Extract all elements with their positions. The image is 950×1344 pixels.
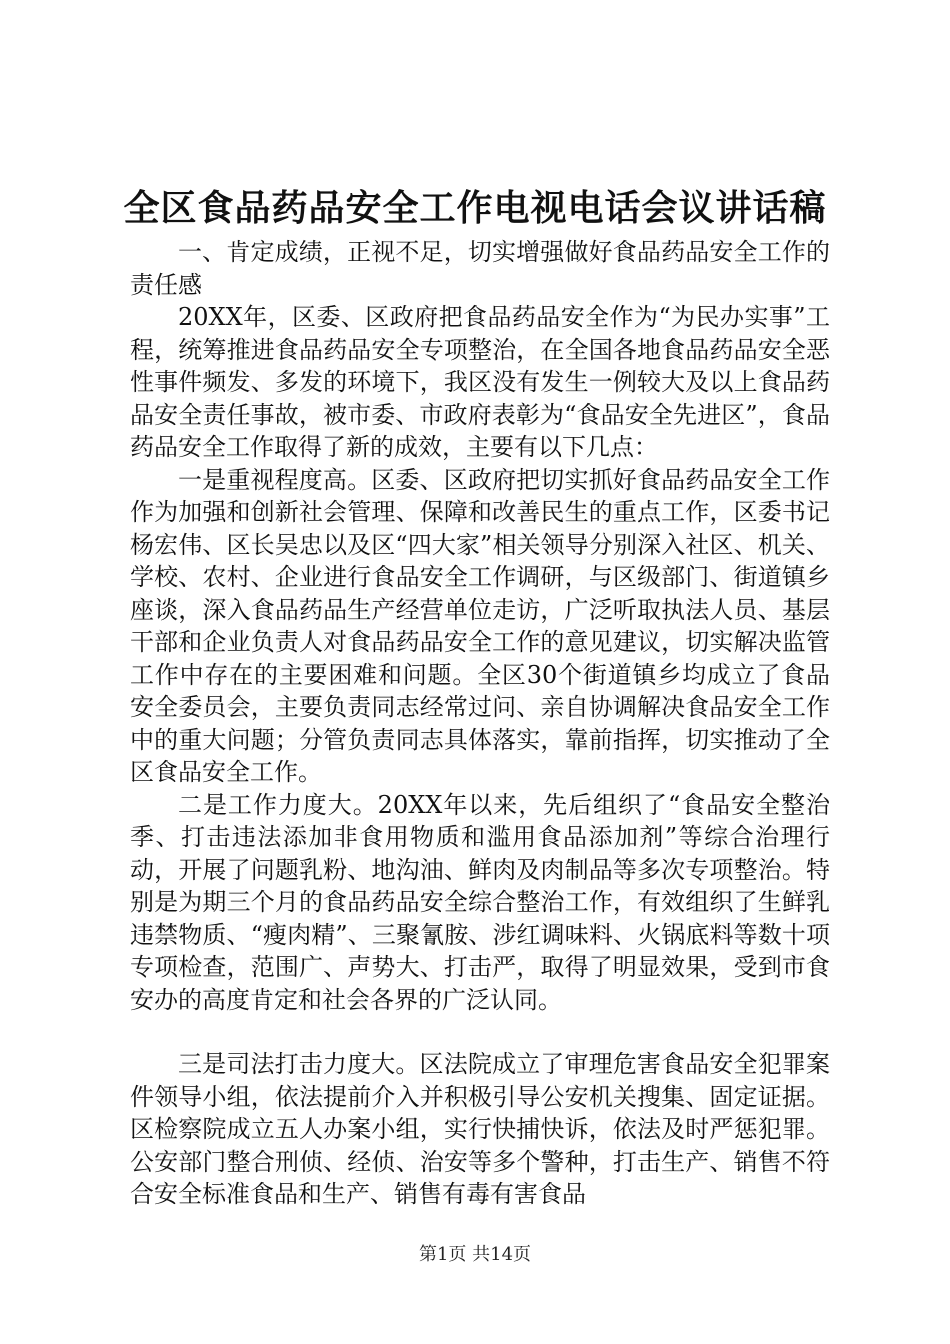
page-number-footer: 第1页 共14页: [418, 1244, 532, 1265]
body-paragraph: 20XX年，区委、区政府把食品药品安全作为“为民办实事”工程，统筹推进食品药品安全专项整治，在全国各地食品药品安全恶性事件频发、多发的环境下，我区没有发生一例较大及以上食品药品安全责任事故，被市委、市政府表彰为“食品安全先进区”，食品药品安全工作取得了新的成效，主要有以下几点：: [130, 303, 830, 461]
body-paragraph: 三是司法打击力度大。区法院成立了审理危害食品安全犯罪案件领导小组，依法提前介入并积极引导公安机关搜集、固定证据。区检察院成立五人办案小组，实行快捕快诉，依法及时严惩犯罪。公安部门整合刑侦、经侦、治安等多个警种，打击生产、销售不符合安全标准食品和生产、销售有毒有害食品: [130, 1050, 830, 1208]
document-body: [130, 236, 830, 1211]
section-heading: 一、肯定成绩，正视不足，切实增强做好食品药品安全工作的责任感: [130, 238, 830, 299]
body-paragraph: 二是工作力度大。20XX年以来，先后组织了“食品安全整治季、打击违法添加非食用物质和滥用食品添加剂”等综合治理行动，开展了问题乳粉、地沟油、鲜肉及肉制品等多次专项整治。特别是为期三个月的食品药品安全综合整治工作，有效组织了生鲜乳违禁物质、“瘦肉精”、三聚氰胺、涉红调味料、火锅底料等数十项专项检查，范围广、声势大、打击严，取得了明显效果，受到市食安办的高度肯定和社会各界的广泛认同。: [130, 790, 830, 1014]
body-paragraph: 一是重视程度高。区委、区政府把切实抓好食品药品安全工作作为加强和创新社会管理、保障和改善民生的重点工作，区委书记杨宏伟、区长吴忠以及区“四大家”相关领导分别深入社区、机关、学校、农村、企业进行食品安全工作调研，与区级部门、街道镇乡座谈，深入食品药品生产经营单位走访，广泛听取执法人员、基层干部和企业负责人对食品药品安全工作的意见建议，切实解决监管工作中存在的主要困难和问题。全区30个街道镇乡均成立了食品安全委员会，主要负责同志经常过问、亲自协调解决食品安全工作中的重大问题；分管负责同志具体落实，靠前指挥，切实推动了全区食品安全工作。: [130, 465, 830, 786]
document-title: 全区食品药品安全工作电视电话会议讲话稿: [123, 187, 827, 229]
